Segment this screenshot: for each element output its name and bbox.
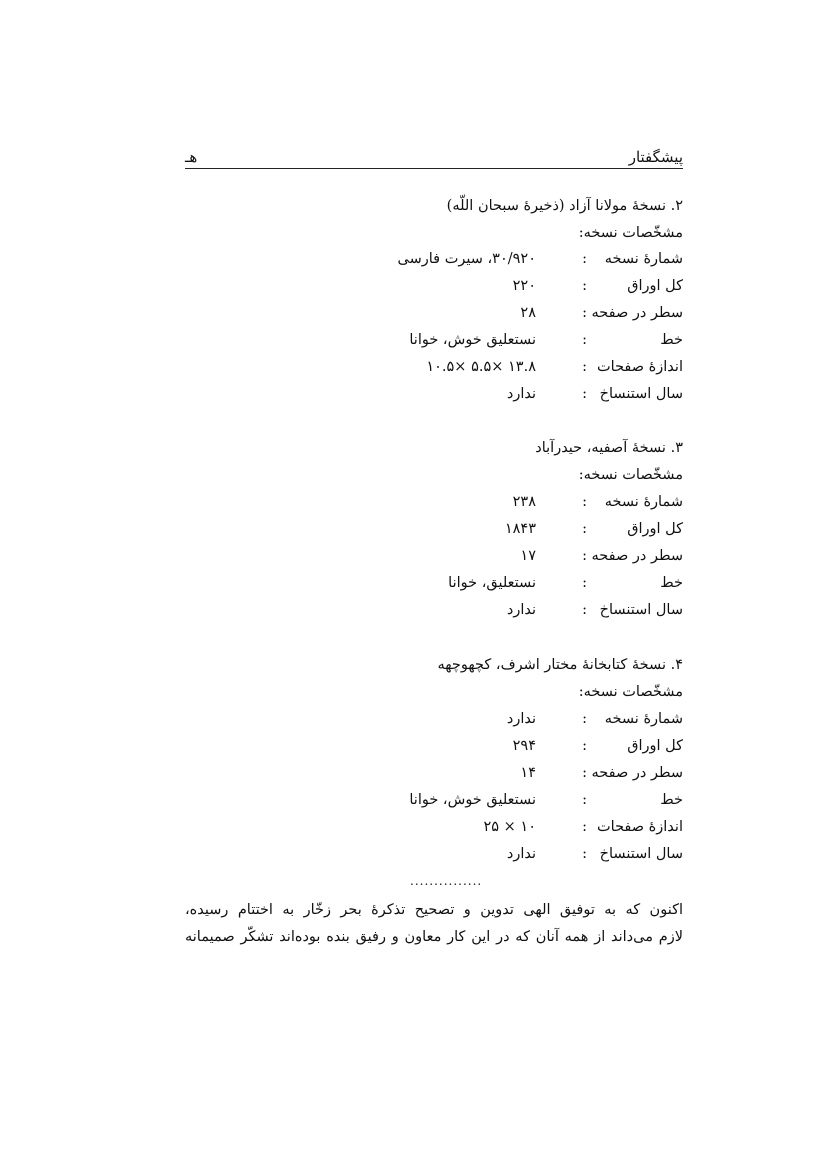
- spec-row: [143, 792, 826, 818]
- spec-colon: :: [582, 359, 587, 375]
- spec-value: ندارد: [506, 711, 536, 727]
- spec-key: سال استنساخ: [599, 846, 683, 862]
- spec-colon: :: [582, 792, 587, 808]
- specs-label: مشخّصات نسخه:: [578, 684, 683, 700]
- spec-colon: :: [582, 521, 587, 537]
- spec-key: سطر در صفحه: [591, 765, 683, 781]
- spec-colon: :: [582, 494, 587, 510]
- paragraph-line: لازم می‌داند از همه آنان که در این کار معاون و رفیق بنده بوده‌اند تشکّر صمیمانه: [185, 929, 683, 945]
- section-title-2: ۲. نسخهٔ مولانا آزاد (ذخیرهٔ سبحان اللّه): [446, 198, 683, 214]
- spec-value: نستعلیق خوش، خوانا: [409, 332, 536, 348]
- spec-colon: :: [582, 765, 587, 781]
- spec-row: [143, 846, 826, 872]
- spec-key: سطر در صفحه: [591, 548, 683, 564]
- spec-value: نستعلیق خوش، خوانا: [409, 792, 536, 808]
- spec-row: [143, 278, 826, 304]
- spec-row: [143, 359, 826, 385]
- spec-key: خط: [660, 575, 683, 591]
- spec-key: اندازهٔ صفحات: [597, 819, 683, 835]
- spec-colon: :: [582, 278, 587, 294]
- spec-row: [143, 765, 826, 791]
- spec-colon: :: [582, 819, 587, 835]
- spec-key: خط: [660, 332, 683, 348]
- spec-key: اندازهٔ صفحات: [597, 359, 683, 375]
- spec-row: [143, 548, 826, 574]
- spec-colon: :: [582, 251, 587, 267]
- spec-key: سال استنساخ: [599, 386, 683, 402]
- spec-value: ۲۸: [520, 305, 536, 321]
- spec-key: شمارهٔ نسخه: [604, 711, 683, 727]
- spec-colon: :: [582, 575, 587, 591]
- spec-value: ۳۰/۹۲۰، سیرت فارسی: [397, 251, 536, 267]
- spec-colon: :: [582, 305, 587, 321]
- spec-key: شمارهٔ نسخه: [604, 494, 683, 510]
- spec-colon: :: [582, 602, 587, 618]
- running-header: [185, 148, 683, 169]
- spec-key: کل اوراق: [627, 278, 683, 294]
- spec-value: ۱۳.۸ ×۵.۵ ×۱۰.۵: [426, 359, 536, 375]
- specs-label: مشخّصات نسخه:: [578, 467, 683, 483]
- spec-row: [143, 521, 826, 547]
- spec-colon: :: [582, 548, 587, 564]
- section-title-3: ۳. نسخهٔ آصفیه، حیدرآباد: [535, 440, 683, 456]
- spec-value: ۱۰ × ۲۵: [483, 819, 536, 835]
- spec-colon: :: [582, 846, 587, 862]
- spec-key: سال استنساخ: [599, 602, 683, 618]
- spec-value: ۲۲۰: [512, 278, 536, 294]
- spec-value: ۱۴: [520, 765, 536, 781]
- spec-key: کل اوراق: [627, 521, 683, 537]
- spec-colon: :: [582, 386, 587, 402]
- spec-row: [143, 494, 826, 520]
- spec-value: ندارد: [506, 602, 536, 618]
- spec-value: ۱۷: [520, 548, 536, 564]
- spec-row: [143, 386, 826, 412]
- page-letter: هـ: [185, 148, 198, 166]
- spec-row: [143, 602, 826, 628]
- spec-row: [143, 251, 826, 277]
- spec-colon: :: [582, 738, 587, 754]
- section-title-4: ۴. نسخهٔ کتابخانهٔ مختار اشرف، کچهوچهه: [437, 657, 683, 673]
- spec-row: [143, 332, 826, 358]
- spec-key: خط: [660, 792, 683, 808]
- specs-label: مشخّصات نسخه:: [578, 225, 683, 241]
- spec-value: ندارد: [506, 386, 536, 402]
- spec-value: ۱۸۴۳: [504, 521, 536, 537]
- spec-row: [143, 819, 826, 845]
- spec-colon: :: [582, 711, 587, 727]
- spec-row: [143, 711, 826, 737]
- spec-value: ندارد: [506, 846, 536, 862]
- spec-key: سطر در صفحه: [591, 305, 683, 321]
- spec-row: [143, 738, 826, 764]
- separator-dots: ...............: [410, 874, 483, 888]
- spec-value: نستعلیق، خوانا: [448, 575, 536, 591]
- paragraph-line: اکنون که به توفیق الهی تدوین و تصحیح تذکرهٔ بحر زخّار به اختتام رسیده،: [185, 902, 683, 918]
- spec-value: ۲۳۸: [512, 494, 536, 510]
- spec-value: ۲۹۴: [512, 738, 536, 754]
- spec-row: [143, 575, 826, 601]
- spec-key: کل اوراق: [627, 738, 683, 754]
- header-title: پیشگفتار: [628, 148, 683, 166]
- spec-colon: :: [582, 332, 587, 348]
- spec-key: شمارهٔ نسخه: [604, 251, 683, 267]
- spec-row: [143, 305, 826, 331]
